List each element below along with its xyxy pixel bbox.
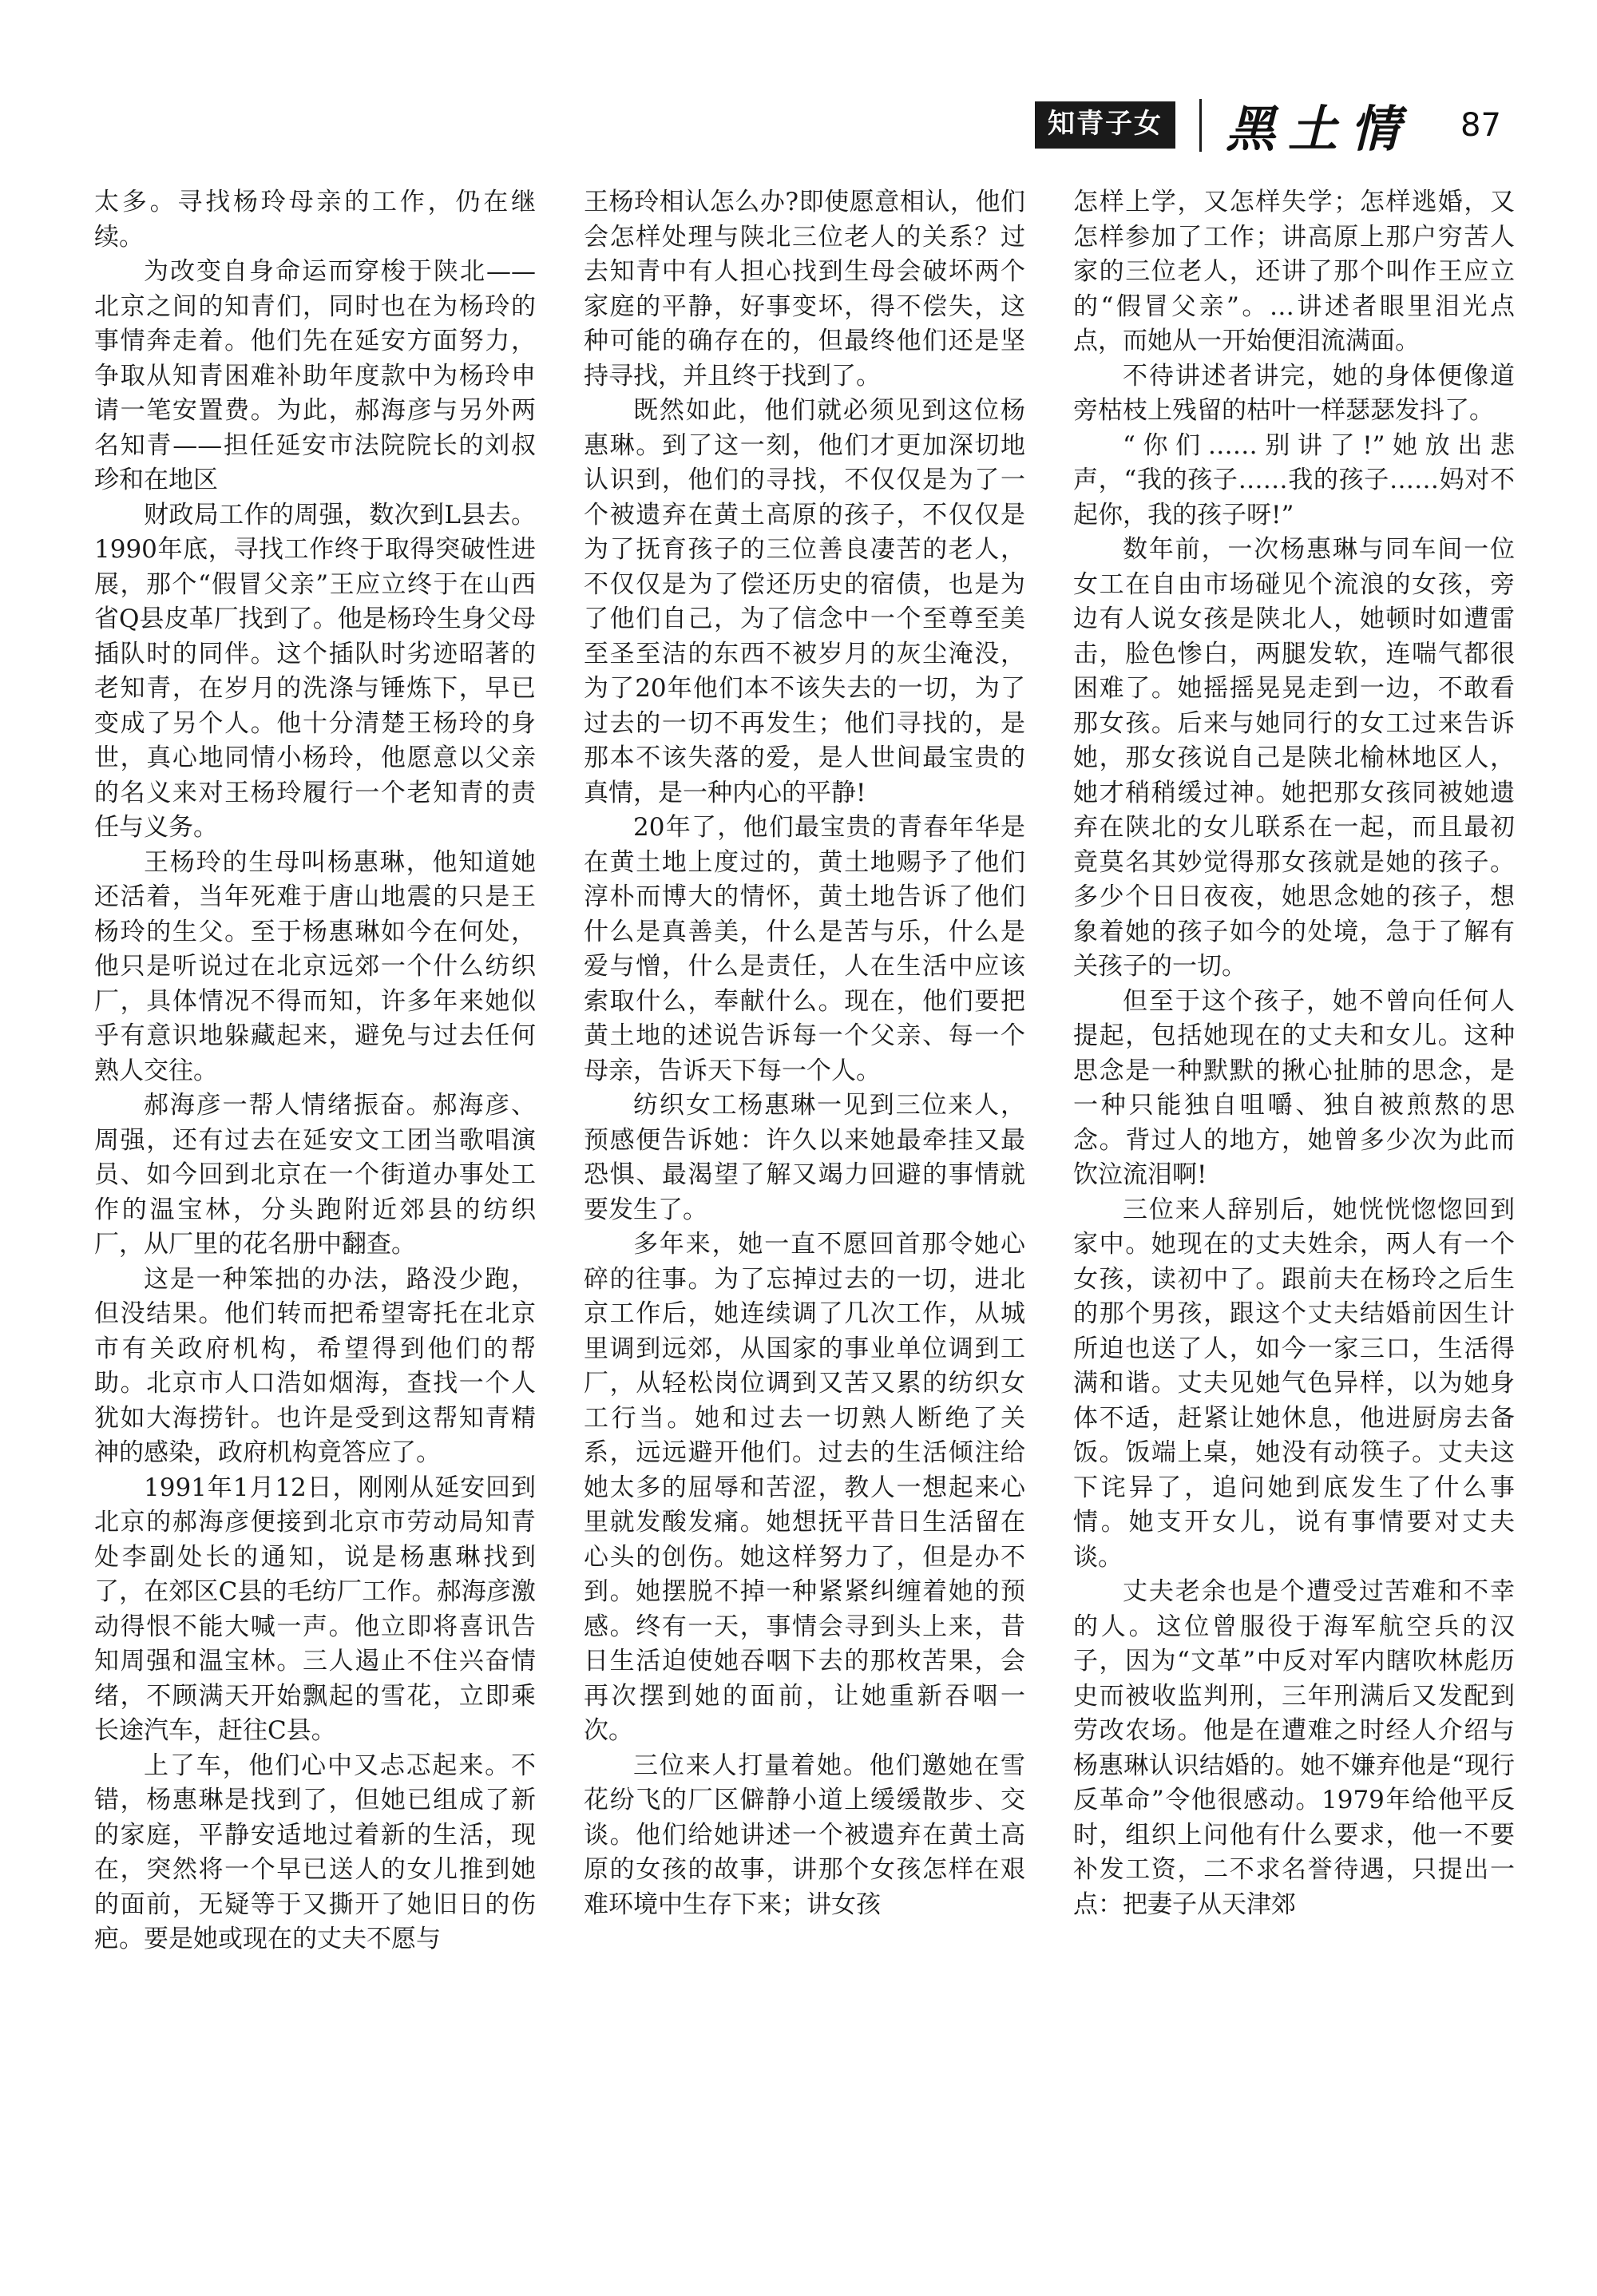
paragraph: 丈夫老余也是个遭受过苦难和不幸的人。这位曾服役于海军航空兵的汉子，因为“文革”中反对军内瞎吹林彪历史而被收监判刑，三年刑满后又发配到劳改农场。他是在遭难之时经人介绍与杨惠琳认识结婚的。她不嫌弃他是“现行反革命”令他很感动。1979年给他平反时，组织上问他有什么要求，他一不要补发工资，二不求名誉待遇，只提出一点：把妻子从天津郊 <box>1073 1577 1515 1919</box>
paragraph: 为改变自身命运而穿梭于陕北——北京之间的知青们，同时也在为杨玲的事情奔走着。他们先在延安方面努力，争取从知青困难补助年度款中为杨玲申请一笔安置费。为此，郝海彦与另外两名知青——担任延安市法院院长的刘叔珍和在地区 <box>94 257 536 494</box>
paragraph: 既然如此，他们就必须见到这位杨惠琳。到了这一刻，他们才更加深切地认识到，他们的寻找，不仅仅是为了一个被遗弃在黄土高原的孩子，不仅仅是为了抚育孩子的三位善良凄苦的老人，不仅仅是为了偿还历史的宿债，也是为了他们自己，为了信念中一个至尊至美至圣至洁的东西不被岁月的灰尘淹没，为了20年他们本不该失去的一切，为了过去的一切不再发生；他们寻找的，是那本不该失落的爱，是人世间最宝贵的真情，是一种内心的平静! <box>584 396 1025 807</box>
paragraph: 数年前，一次杨惠琳与同车间一位女工在自由市场碰见个流浪的女孩，旁边有人说女孩是陕北人，她顿时如遭雷击，脸色惨白，两腿发软，连喘气都很困难了。她摇摇晃晃走到一边，不敢看那女孩。后来与她同行的女工过来告诉她，那女孩说自己是陕北榆林地区人，她才稍稍缓过神。她把那女孩同被她遗弃在陕北的女儿联系在一起，而且最初竟莫名其妙觉得那女孩就是她的孩子。多少个日日夜夜，她思念她的孩子，想象着她的孩子如今的处境，急于了解有关孩子的一切。 <box>1073 535 1515 981</box>
paragraph: 王杨玲的生母叫杨惠琳，他知道她还活着，当年死难于唐山地震的只是王杨玲的生父。至于杨惠琳如今在何处，他只是听说过在北京远郊一个什么纺织厂，具体情况不得而知，许多年来她似乎有意识地躲藏起来，避免与过去任何熟人交往。 <box>94 847 536 1085</box>
paragraph: 三位来人辞别后，她恍恍惚惚回到家中。她现在的丈夫姓余，两人有一个女孩，读初中了。跟前夫在杨玲之后生的那个男孩，跟这个丈夫结婚前因生计所迫也送了人，如今一家三口，生活得满和谐。丈夫见她气色异样，以为她身体不适，赶紧让她休息，他进厨房去备饭。饭端上桌，她没有动筷子。丈夫这下诧异了，追问她到底发生了什么事情。她支开女儿，说有事情要对丈夫谈。 <box>1073 1195 1515 1572</box>
paragraph: 多年来，她一直不愿回首那令她心碎的往事。为了忘掉过去的一切，进北京工作后，她连续调了几次工作，从城里调到远郊，从国家的事业单位调到工厂，从轻松岗位调到又苦又累的纺织女工行当。她和过去一切熟人断绝了关系，远远避开他们。过去的生活倾注给她太多的屈辱和苦涩，教人一想起来心里就发酸发痛。她想抚平昔日生活留在心头的创伤。她这样努力了，但是办不到。她摆脱不掉一种紧紧纠缠着她的预感。终有一天，事情会寻到头上来，昔日生活迫使她吞咽下去的那枚苦果，会再次摆到她的面前，让她重新吞咽一次。 <box>584 1230 1025 1745</box>
paragraph: 1991年1月12日，刚刚从延安回到北京的郝海彦便接到北京市劳动局知青处李副处长的通知，说是杨惠琳找到了，在郊区C县的毛纺厂工作。郝海彦激动得恨不能大喊一声。他立即将喜讯告知周强和温宝林。三人遏止不住兴奋情绪，不顾满天开始飘起的雪花，立即乘长途汽车，赶往C县。 <box>94 1473 536 1745</box>
paragraph: 上了车，他们心中又忐忑起来。不错，杨惠琳是找到了，但她已组成了新的家庭，平静安适地过着新的生活，现在，突然将一个早已送人的女儿推到她的面前，无疑等于又撕开了她旧日的伤疤。要是她或现在的丈夫不愿与 <box>94 1751 536 1953</box>
paragraph: 王杨玲相认怎么办?即使愿意相认，他们会怎样处理与陕北三位老人的关系？过去知青中有人担心找到生母会破坏两个家庭的平静，好事变坏，得不偿失，这种可能的确存在的，但最终他们还是坚持寻找，并且终于找到了。 <box>584 188 1025 391</box>
paragraph: 财政局工作的周强，数次到L县去。1990年底，寻找工作终于取得突破性进展，那个“假冒父亲”王应立终于在山西省Q县皮革厂找到了。他是杨玲生身父母插队时的同伴。这个插队时劣迹昭著的老知青，在岁月的洗涤与锤炼下，早已变成了另个人。他十分清楚王杨玲的身世，真心地同情小杨玲，他愿意以父亲的名义来对王杨玲履行一个老知青的责任与义务。 <box>94 500 536 842</box>
paragraph: “你们……别讲了!”她放出悲声，“我的孩子……我的孩子……妈对不起你，我的孩子呀!” <box>1073 430 1515 529</box>
paragraph: 怎样上学，又怎样失学；怎样逃婚，又怎样参加了工作；讲高原上那户穷苦人家的三位老人，还讲了那个叫作王应立的“假冒父亲”。…讲述者眼里泪光点点，而她从一开始便泪流满面。 <box>1073 188 1515 355</box>
paragraph: 纺织女工杨惠琳一见到三位来人，预感便告诉她：许久以来她最牵挂又最恐惧、最渴望了解又竭力回避的事情就要发生了。 <box>584 1091 1025 1224</box>
page-number: 87 <box>1460 106 1501 144</box>
paragraph: 郝海彦一帮人情绪振奋。郝海彦、周强，还有过去在延安文工团当歌唱演员、如今回到北京在一个街道办事处工作的温宝林，分头跑附近郊县的纺织厂，从厂里的花名册中翻查。 <box>94 1091 536 1259</box>
header-divider <box>1199 99 1202 152</box>
text-column-2 <box>584 185 1025 2182</box>
text-column-3 <box>1073 185 1515 2182</box>
paragraph: 但至于这个孩子，她不曾向任何人提起，包括她现在的丈夫和女儿。这种思念是一种默默的揪心扯肺的思念，是一种只能独自咀嚼、独自被煎熬的思念。背过人的地方，她曾多少次为此而饮泣流泪啊! <box>1073 986 1515 1189</box>
paragraph: 20年了，他们最宝贵的青春年华是在黄土地上度过的，黄土地赐予了他们淳朴而博大的情怀，黄土地告诉了他们什么是真善美，什么是苦与乐，什么是爱与憎，什么是责任，人在生活中应该索取什么，奉献什么。现在，他们要把黄土地的述说告诉每一个父亲、每一个母亲，告诉天下每一个人。 <box>584 813 1025 1085</box>
paragraph: 这是一种笨拙的办法，路没少跑，但没结果。他们转而把希望寄托在北京市有关政府机构，希望得到他们的帮助。北京市人口浩如烟海，查找一个人犹如大海捞针。也许是受到这帮知青精神的感染，政府机构竟答应了。 <box>94 1264 536 1467</box>
paragraph: 三位来人打量着她。他们邀她在雪花纷飞的厂区僻静小道上缓缓散步、交谈。他们给她讲述一个被遗弃在黄土高原的女孩的故事，讲那个女孩怎样在艰难环境中生存下来；讲女孩 <box>584 1751 1025 1919</box>
paragraph: 太多。寻找杨玲母亲的工作，仍在继续。 <box>94 188 536 252</box>
paragraph: 不待讲述者讲完，她的身体便像道旁枯枝上残留的枯叶一样瑟瑟发抖了。 <box>1073 361 1515 425</box>
text-column-1 <box>94 185 536 2182</box>
page-header <box>1035 89 1501 161</box>
section-tag: 知青子女 <box>1035 101 1175 149</box>
article-body <box>94 185 1516 2182</box>
magazine-title: 黑土情 <box>1226 100 1413 158</box>
